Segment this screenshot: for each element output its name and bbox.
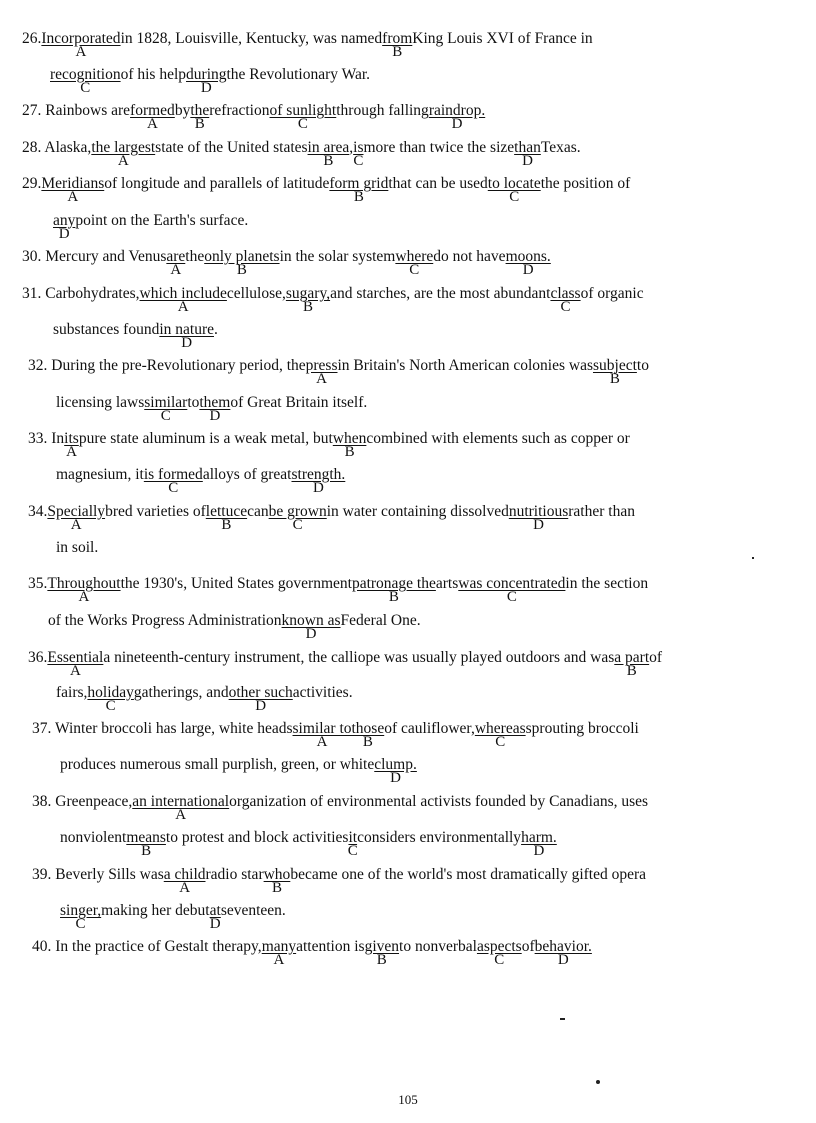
question-text: to (187, 394, 200, 411)
option-letter: A (78, 589, 90, 605)
scan-speck (596, 1080, 600, 1084)
question-text: pure state aluminum is a weak metal, but (78, 430, 333, 447)
option-letter: D (557, 952, 569, 968)
question-text: rather than (568, 503, 635, 520)
underlined-option: harm. D (521, 829, 557, 859)
option-letter: A (117, 153, 129, 169)
option-letter: A (170, 262, 182, 278)
underlined-option: where C (395, 248, 434, 278)
question-text: organization of environmental activists founded by Canadians, uses (229, 793, 649, 810)
underlined-option: at D (209, 902, 221, 932)
question-text: of his help (120, 66, 187, 83)
question-text: in the section (565, 575, 649, 592)
underlined-option: is formed C (143, 466, 203, 496)
option-letter: D (200, 80, 212, 96)
question-text: to protest and block activities (165, 829, 349, 846)
option-letter: B (141, 843, 152, 859)
question-text: 34. (28, 503, 48, 520)
option-letter: A (66, 444, 77, 460)
underlined-option: a part B (614, 649, 650, 679)
underlined-option: press A (305, 357, 338, 387)
option-letter: C (292, 517, 303, 533)
option-letter: B (362, 734, 373, 750)
option-letter: B (353, 189, 364, 205)
option-letter: A (75, 44, 87, 60)
question-text: 33. In (28, 430, 65, 447)
option-letter: C (509, 189, 520, 205)
question-text: nonviolent (60, 829, 127, 846)
question-line (22, 102, 486, 132)
question-line (28, 575, 649, 605)
underlined-option: patronage the B (351, 575, 436, 605)
option-letter: B (392, 44, 403, 60)
question-line (28, 357, 649, 387)
question-text: 37. Winter broccoli has large, white heads (32, 720, 293, 737)
underlined-option: them D (199, 394, 231, 424)
underlined-option: Meridians A (41, 175, 105, 205)
option-letter: D (209, 916, 221, 932)
question-text: through falling (336, 102, 429, 119)
underlined-option: Specially A (47, 503, 106, 533)
question-text: the position of (540, 175, 631, 192)
option-letter: D (533, 517, 544, 533)
question-line (60, 902, 286, 932)
question-text: 32. During the pre-Revolutionary period, the (28, 357, 306, 374)
underlined-option: than D (514, 139, 541, 169)
question-line (28, 503, 635, 533)
question-line (32, 938, 592, 968)
question-text: the (185, 248, 205, 265)
option-letter: C (75, 916, 86, 932)
question-line (32, 793, 649, 823)
question-text: , (349, 139, 354, 156)
option-letter: B (344, 444, 355, 460)
underlined-option: who B (263, 866, 291, 896)
question-text: gatherings, and (133, 684, 229, 701)
question-line (22, 139, 581, 169)
underlined-option: any D (53, 212, 76, 242)
option-letter: B (376, 952, 387, 968)
question-line (32, 866, 647, 896)
option-letter: D (312, 480, 324, 496)
question-text: that can be used (388, 175, 488, 192)
question-text: sprouting broccoli (525, 720, 639, 737)
option-letter: D (533, 843, 545, 859)
question-text: King Louis XVI of France in (412, 30, 593, 47)
scan-speck (560, 1018, 565, 1020)
question-text: making her debut (101, 902, 210, 919)
option-letter: C (409, 262, 420, 278)
option-letter: A (175, 807, 187, 823)
question-line (53, 321, 218, 351)
underlined-option: nutritious D (508, 503, 569, 533)
question-text: more than twice the size (363, 139, 515, 156)
option-letter: A (70, 517, 82, 533)
underlined-option: those B (351, 720, 385, 750)
question-text: can (247, 503, 269, 520)
question-text: of (521, 938, 535, 955)
question-text: 27. Rainbows are (22, 102, 131, 119)
underlined-option: subject B (592, 357, 637, 387)
question-text: do not have (433, 248, 506, 265)
question-text: cellulose, (226, 285, 286, 302)
underlined-option: only planets B (204, 248, 280, 278)
question-line (56, 394, 368, 424)
option-letter: C (160, 408, 171, 424)
question-text: 31. Carbohydrates, (22, 285, 140, 302)
question-text: magnesium, it (56, 466, 144, 483)
underlined-option: an international A (132, 793, 230, 823)
underlined-option: of sunlight C (269, 102, 337, 132)
question-text: bred varieties of (105, 503, 206, 520)
underlined-option: which include A (139, 285, 227, 315)
option-letter: A (179, 880, 191, 896)
option-letter: A (316, 734, 328, 750)
underlined-option: when B (332, 430, 367, 460)
underlined-option: lettuce B (205, 503, 248, 533)
question-text: produces numerous small purplish, green, or white (60, 756, 375, 773)
question-line (56, 466, 346, 496)
question-text: by (174, 102, 191, 119)
question-line (56, 539, 98, 557)
underlined-option: the B (190, 102, 210, 132)
question-line (22, 30, 593, 60)
underlined-option: sugary, B (285, 285, 331, 315)
question-text: to (636, 357, 649, 374)
question-text: a nineteenth-century instrument, the calliope was usually played outdoors and was (103, 649, 615, 666)
question-text: attention is (296, 938, 365, 955)
question-text: in soil. (56, 539, 99, 556)
option-letter: B (194, 116, 205, 132)
underlined-option: to locate C (487, 175, 541, 205)
option-letter: B (626, 663, 637, 679)
underlined-option: from B (382, 30, 413, 60)
underlined-option: strength. D (291, 466, 346, 496)
underlined-option: was concentrated C (458, 575, 566, 605)
option-letter: A (69, 663, 81, 679)
question-line (48, 612, 421, 642)
option-letter: D (390, 770, 401, 786)
question-text: of the Works Progress Administration (48, 612, 282, 629)
question-line (60, 829, 557, 859)
question-text: in Britain's North American colonies was (337, 357, 593, 374)
option-letter: B (271, 880, 282, 896)
question-line (32, 720, 639, 750)
option-letter: B (609, 371, 620, 387)
underlined-option: in nature D (159, 321, 214, 351)
underlined-option: other such D (228, 684, 293, 714)
option-letter: A (177, 299, 189, 315)
question-text: 38. Greenpeace, (32, 793, 133, 810)
question-text: refraction (209, 102, 270, 119)
underlined-option: many A (261, 938, 297, 968)
underlined-option: during D (186, 66, 227, 96)
question-text: activities. (292, 684, 353, 701)
option-letter: C (560, 299, 571, 315)
option-letter: A (316, 371, 327, 387)
question-text: of organic (580, 285, 644, 302)
underlined-option: class C (550, 285, 581, 315)
underlined-option: in area B (307, 139, 350, 169)
option-letter: D (255, 698, 267, 714)
question-text: radio star (205, 866, 264, 883)
question-line (28, 430, 630, 460)
question-text: became one of the world's most dramatically gifted opera (290, 866, 647, 883)
underlined-option: raindrop. D (428, 102, 486, 132)
question-text: substances found (53, 321, 160, 338)
question-line (22, 175, 631, 205)
question-text: seventeen. (220, 902, 286, 919)
option-letter: C (353, 153, 364, 169)
underlined-option: its A (64, 430, 79, 460)
option-letter: B (221, 517, 232, 533)
question-line (60, 756, 417, 786)
underlined-option: are A (166, 248, 186, 278)
question-line (53, 212, 249, 242)
page-number: 105 (398, 1092, 418, 1107)
question-text: 28. Alaska, (22, 139, 92, 156)
option-letter: C (297, 116, 308, 132)
underlined-option: Essential A (47, 649, 104, 679)
option-letter: C (105, 698, 116, 714)
question-text: 36. (28, 649, 48, 666)
underlined-option: moons. D (505, 248, 551, 278)
question-text: 35. (28, 575, 48, 592)
question-text: Texas. (540, 139, 581, 156)
underlined-option: Incorporated A (41, 30, 121, 60)
underlined-option: similar to A (292, 720, 352, 750)
option-letter: C (494, 952, 505, 968)
option-letter: C (347, 843, 358, 859)
question-text: 40. In the practice of Gestalt therapy, (32, 938, 262, 955)
scan-speck (752, 557, 754, 559)
option-letter: B (323, 153, 334, 169)
question-text: point on the Earth's surface. (75, 212, 249, 229)
underlined-option: whereas C (474, 720, 526, 750)
question-text: Federal One. (340, 612, 421, 629)
option-letter: C (80, 80, 91, 96)
question-text: in the solar system (279, 248, 396, 265)
option-letter: C (506, 589, 517, 605)
option-letter: D (181, 335, 193, 351)
question-text: and starches, are the most abundant (330, 285, 551, 302)
underlined-option: recognition C (50, 66, 121, 96)
underlined-option: singer, C (60, 902, 102, 932)
underlined-option: known as D (281, 612, 341, 642)
underlined-option: clump. D (374, 756, 417, 786)
underlined-option: a child A (163, 866, 206, 896)
option-letter: C (495, 734, 506, 750)
option-letter: D (522, 153, 533, 169)
underlined-option: behavior. D (534, 938, 592, 968)
question-text: in water containing dissolved (326, 503, 509, 520)
option-letter: A (147, 116, 158, 132)
question-text: the 1930's, United States government (120, 575, 352, 592)
underlined-option: is C (353, 139, 364, 169)
question-text: combined with elements such as copper or (366, 430, 630, 447)
question-text: . (214, 321, 218, 338)
question-text: of Great Britain itself. (230, 394, 368, 411)
question-line (56, 684, 353, 714)
underlined-option: it C (347, 829, 358, 859)
question-text: of (649, 649, 663, 666)
underlined-option: means B (126, 829, 166, 859)
underlined-option: given B (364, 938, 400, 968)
underlined-option: formed A (130, 102, 175, 132)
underlined-option: similar C (144, 394, 188, 424)
option-letter: B (236, 262, 247, 278)
option-letter: D (305, 626, 317, 642)
underlined-option: be grown C (268, 503, 327, 533)
question-line (50, 66, 371, 96)
option-letter: D (522, 262, 534, 278)
option-letter: C (168, 480, 179, 496)
question-text: 26. (22, 30, 42, 47)
option-letter: B (388, 589, 399, 605)
question-text: of longitude and parallels of latitude (104, 175, 330, 192)
question-line (28, 649, 663, 679)
question-text: licensing laws (56, 394, 145, 411)
question-text: 30. Mercury and Venus (22, 248, 167, 265)
question-text: arts (435, 575, 459, 592)
option-letter: B (302, 299, 313, 315)
underlined-option: Throughout A (47, 575, 121, 605)
question-text: of cauliflower, (384, 720, 475, 737)
question-text: 39. Beverly Sills was (32, 866, 164, 883)
option-letter: D (58, 226, 70, 242)
option-letter: D (451, 116, 463, 132)
question-text: the Revolutionary War. (226, 66, 371, 83)
question-line (22, 285, 644, 315)
option-letter: A (67, 189, 79, 205)
question-text: to nonverbal (399, 938, 477, 955)
option-letter: A (273, 952, 285, 968)
question-line (22, 248, 551, 278)
question-text: state of the United states (155, 139, 308, 156)
question-text: considers environmentally (357, 829, 522, 846)
question-text: fairs, (56, 684, 88, 701)
underlined-option: the largest A (91, 139, 156, 169)
underlined-option: holiday C (87, 684, 134, 714)
question-text: in 1828, Louisville, Kentucky, was named (120, 30, 383, 47)
option-letter: D (209, 408, 221, 424)
question-text: 29. (22, 175, 42, 192)
underlined-option: form grid B (329, 175, 389, 205)
underlined-option: aspects C (476, 938, 522, 968)
question-text: alloys of great (202, 466, 292, 483)
